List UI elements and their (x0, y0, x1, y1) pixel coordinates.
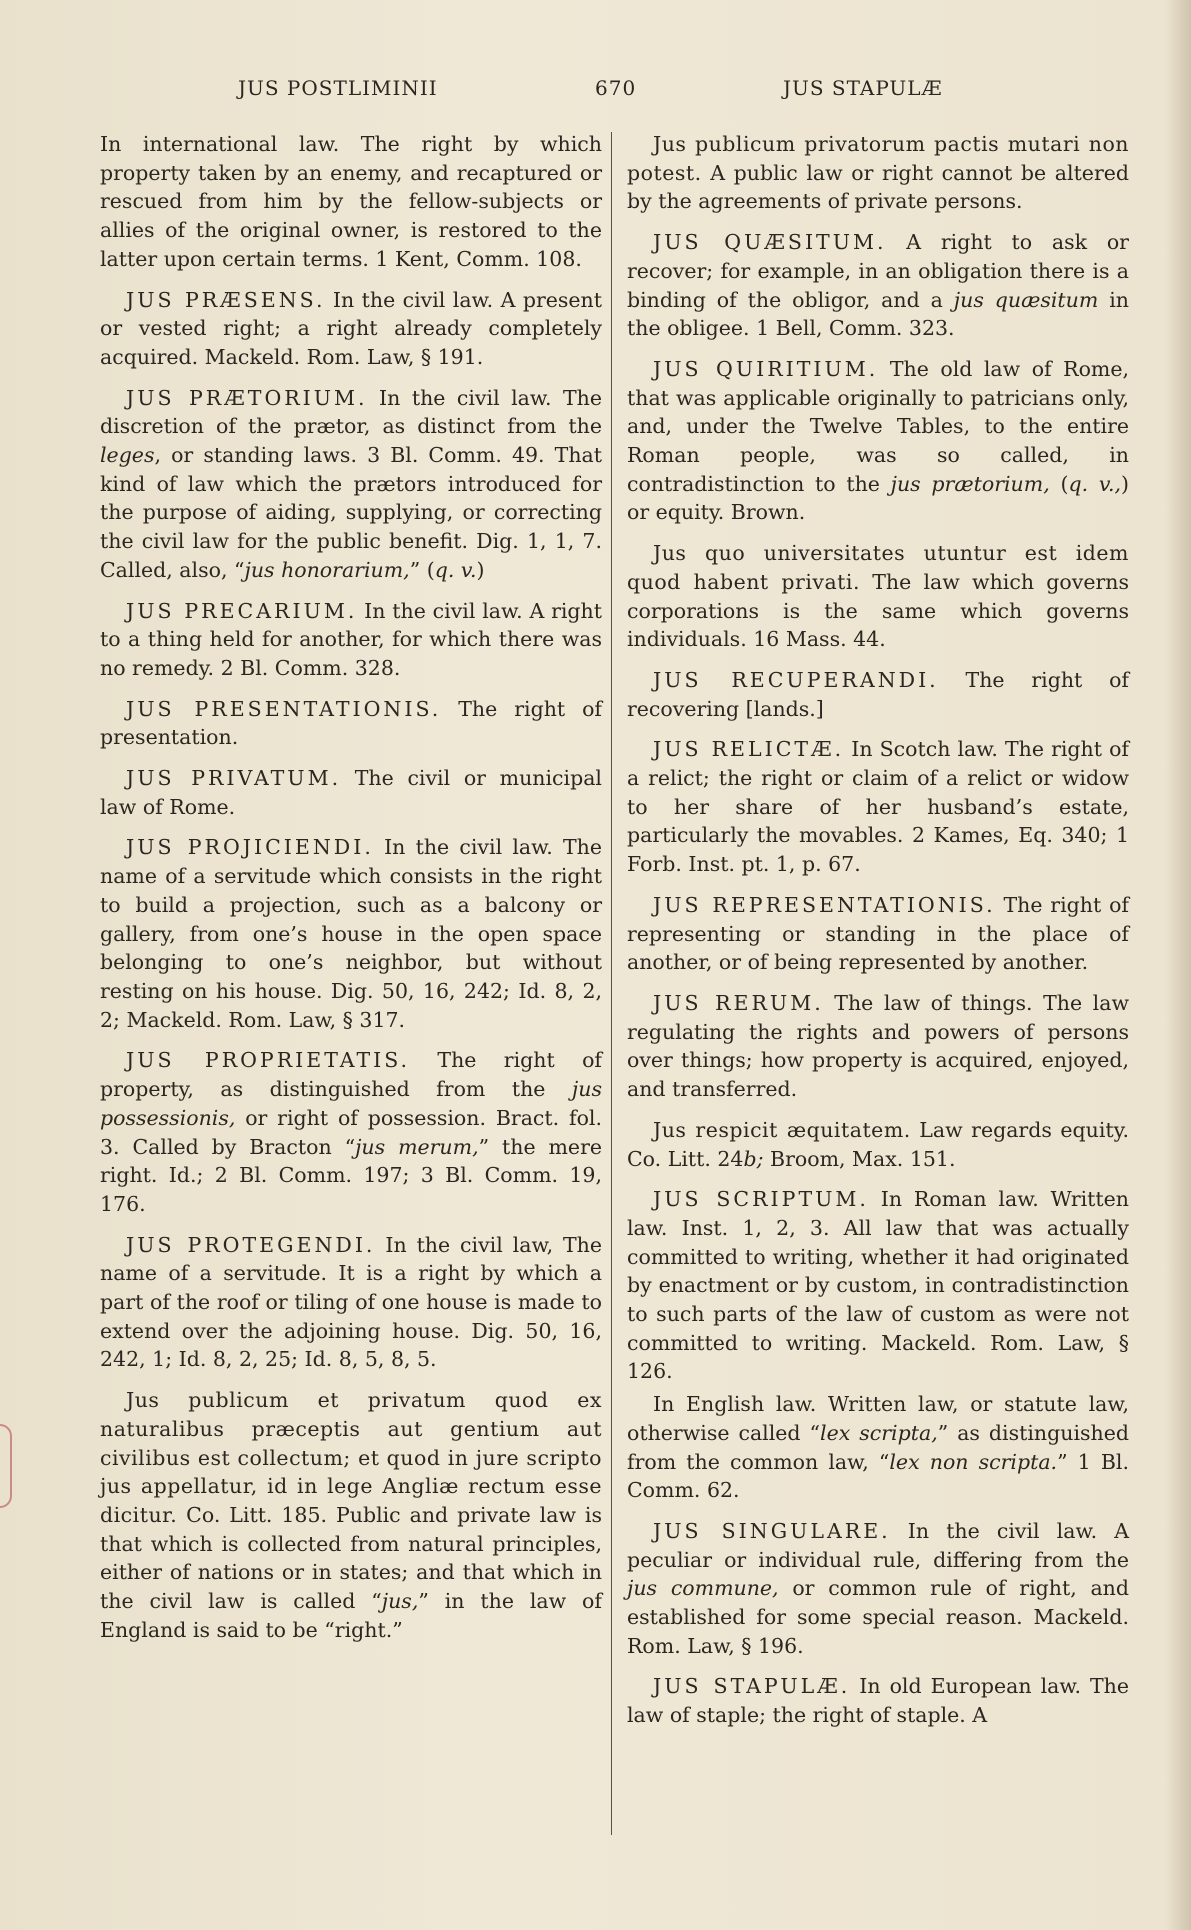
headword: JUS QUÆSITUM. (653, 230, 887, 255)
maxim-jus-quo-universitates: Jus quo universitates utuntur est idem quod habent privati. The law which governs corporations is the same which governs individuals. 16 Mass. 44. (627, 541, 1129, 652)
headword: JUS RERUM. (653, 990, 824, 1015)
headword: JUS RECUPERANDI. (653, 667, 939, 692)
entry-jus-quaesitum: JUS QUÆSITUM. A right to ask or recover; for example, in an obligation there is a binding of the obligor, and a jus quæsitum in the obligee. 1 Bell, Comm. 323. (627, 230, 1129, 341)
headword: JUS SINGULARE. (653, 1518, 891, 1543)
headword: JUS QUIRITIUM. (653, 356, 879, 381)
maxim-text: Jus publicum et privatum quod ex naturalibus præceptis aut gentium aut civilibus est collectum; et quod in jure scripto jus appellatur, id in lege Angliæ rectum esse dicitur. (100, 1388, 602, 1527)
entry-jus-scriptum: JUS SCRIPTUM. In Roman law. Written law. Inst. 1, 2, 3. All law that was actually committed to writing, whether it had originated by enactment or by custom, in contradistinction to such parts of the law of custom as were not committed to writing. Mackeld. Rom. Law, § 126. (627, 1187, 1129, 1384)
header-right-title: JUS STAPULÆ (783, 76, 943, 100)
entry-jus-praetorium: JUS PRÆTORIUM. In the civil law. The discretion of the prætor, as distinct from the leges, or standing laws. 3 Bl. Comm. 49. That kind of law which the prætors introduced for the purpose of aiding, supplying, or correcting the civil law for the public benefit. Dig. 1, 1, 7. Called, also, “jus honorarium,” (q. v.) (100, 385, 603, 582)
maxim-text: Jus respicit æquitatem. (653, 1117, 911, 1142)
entry-jus-postliminii-cont: In international law. The right by which property taken by an enemy, and recaptured or rescued from him by the fellow-subjects or allies of the original owner, is restored to the latter upon certain terms. 1 Kent, Comm. 108. (100, 132, 602, 271)
headword: JUS PROPRIETATIS. (126, 1048, 411, 1073)
headword: JUS PRÆSENS. (126, 287, 326, 312)
entry-jus-projiciendi: JUS PROJICIENDI. In the civil law. The name of a servitude which consists in the right to build a projection, such as a balcony or gallery, from one’s house in the open space belonging to one’s neighbor, but without resting on his house. Dig. 50, 16, 242; Id. 8, 2, 2; Mackeld. Rom. Law, § 317. (100, 835, 602, 1032)
entry-jus-stapulae: JUS STAPULÆ. In old European law. The law of staple; the right of staple. A (627, 1674, 1129, 1728)
headword: JUS RELICTÆ. (653, 737, 845, 762)
headword: JUS PROJICIENDI. (126, 835, 374, 860)
headword: JUS PRESENTATIONIS. (126, 696, 442, 721)
entry-jus-privatum: JUS PRIVATUM. The civil or municipal law of Rome. (100, 766, 602, 819)
headword: JUS PROTEGENDI. (126, 1232, 376, 1257)
entry-jus-recuperandi: JUS RECUPERANDI. The right of recovering [lands.] (627, 667, 1129, 721)
left-column (100, 130, 602, 1656)
entry-jus-praesens: JUS PRÆSENS. In the civil law. A present or vested right; a right already completely acquired. Mackeld. Rom. Law, § 191. (100, 287, 602, 369)
entry-jus-proprietatis: JUS PROPRIETATIS. The right of property, as distinguished from the jus possessionis, or right of possession. Bract. fol. 3. Called by Bracton “jus merum,” the mere right. Id.; 2 Bl. Comm. 197; 3 Bl. Comm. 19, 176. (100, 1048, 602, 1216)
entry-jus-representationis: JUS REPRESENTATIONIS. The right of representing or standing in the place of another, or of being represented by another. (627, 892, 1129, 975)
maxim-text: Jus publicum privatorum pactis mutari non potest. (627, 132, 1129, 185)
maxim-jus-respicit: Jus respicit æquitatem. Law regards equity. Co. Litt. 24b; Broom, Max. 151. (627, 1117, 1129, 1171)
page-number: 670 (595, 76, 637, 100)
entry-jus-rerum: JUS RERUM. The law of things. The law regulating the rights and powers of persons over things; how property is acquired, enjoyed, and transferred. (627, 990, 1129, 1102)
column-divider (611, 132, 612, 1835)
entry-jus-protegendi: JUS PROTEGENDI. In the civil law, The name of a servitude. It is a right by which a part of the roof or tiling of one house is made to extend over the adjoining house. Dig. 50, 16, 242, 1; Id. 8, 2, 25; Id. 8, 5, 8, 5. (100, 1232, 602, 1372)
entry-jus-relictae: JUS RELICTÆ. In Scotch law. The right of a relict; the right or claim of a relict or widow to her share of her husband’s estate, particularly the movables. 2 Kames, Eq. 340; 1 Forb. Inst. pt. 1, p. 67. (627, 737, 1129, 877)
maxim-jus-publicum-privatorum: Jus publicum privatorum pactis mutari non potest. A public law or right cannot be altered by the agreements of private persons. (627, 132, 1129, 214)
headword: JUS SCRIPTUM. (653, 1187, 869, 1212)
page-edge-shadow (1165, 0, 1191, 1930)
entry-jus-quiritium: JUS QUIRITIUM. The old law of Rome, that was applicable originally to patricians only, and, under the Twelve Tables, to the entire Roman people, was so called, in contradistinction to the jus prætorium, (q. v.,) or equity. Brown. (627, 356, 1130, 525)
entry-jus-singulare: JUS SINGULARE. In the civil law. A peculiar or individual rule, differing from the jus commune, or common rule of right, and established for some special reason. Mackeld. Rom. Law, § 196. (627, 1518, 1129, 1658)
headword: JUS PRÆTORIUM. (126, 385, 368, 410)
running-header (0, 76, 1191, 108)
right-column (627, 130, 1129, 1742)
headword: JUS PRECARIUM. (126, 598, 358, 623)
maxim-text: Jus quo universitates utuntur est idem quod habent privati. (627, 541, 1129, 594)
headword: JUS STAPULÆ. (653, 1674, 851, 1699)
header-left-title: JUS POSTLIMINII (238, 76, 438, 100)
headword: JUS REPRESENTATIONIS. (653, 892, 996, 917)
entry-jus-precarium: JUS PRECARIUM. In the civil law. A right to a thing held for another, for which there was no remedy. 2 Bl. Comm. 328. (100, 598, 602, 680)
entry-jus-presentationis: JUS PRESENTATIONIS. The right of presentation. (100, 696, 603, 750)
entry-jus-scriptum-english: In English law. Written law, or statute law, otherwise called “lex scripta,” as distinguished from the common law, “lex non scripta.” 1 Bl. Comm. 62. (627, 1392, 1129, 1503)
library-stamp-mark (0, 1424, 12, 1508)
headword: JUS PRIVATUM. (126, 766, 342, 791)
maxim-jus-publicum-et-privatum: Jus publicum et privatum quod ex naturalibus præceptis aut gentium aut civilibus est collectum; et quod in jure scripto jus appellatur, id in lege Angliæ rectum esse dicitur. Co. Litt. 185. Public and private law is that which is collected from natural principles, either of nations or in states; and that which in the civil law is called “jus,” in the law of England is said to be “right.” (100, 1388, 602, 1642)
